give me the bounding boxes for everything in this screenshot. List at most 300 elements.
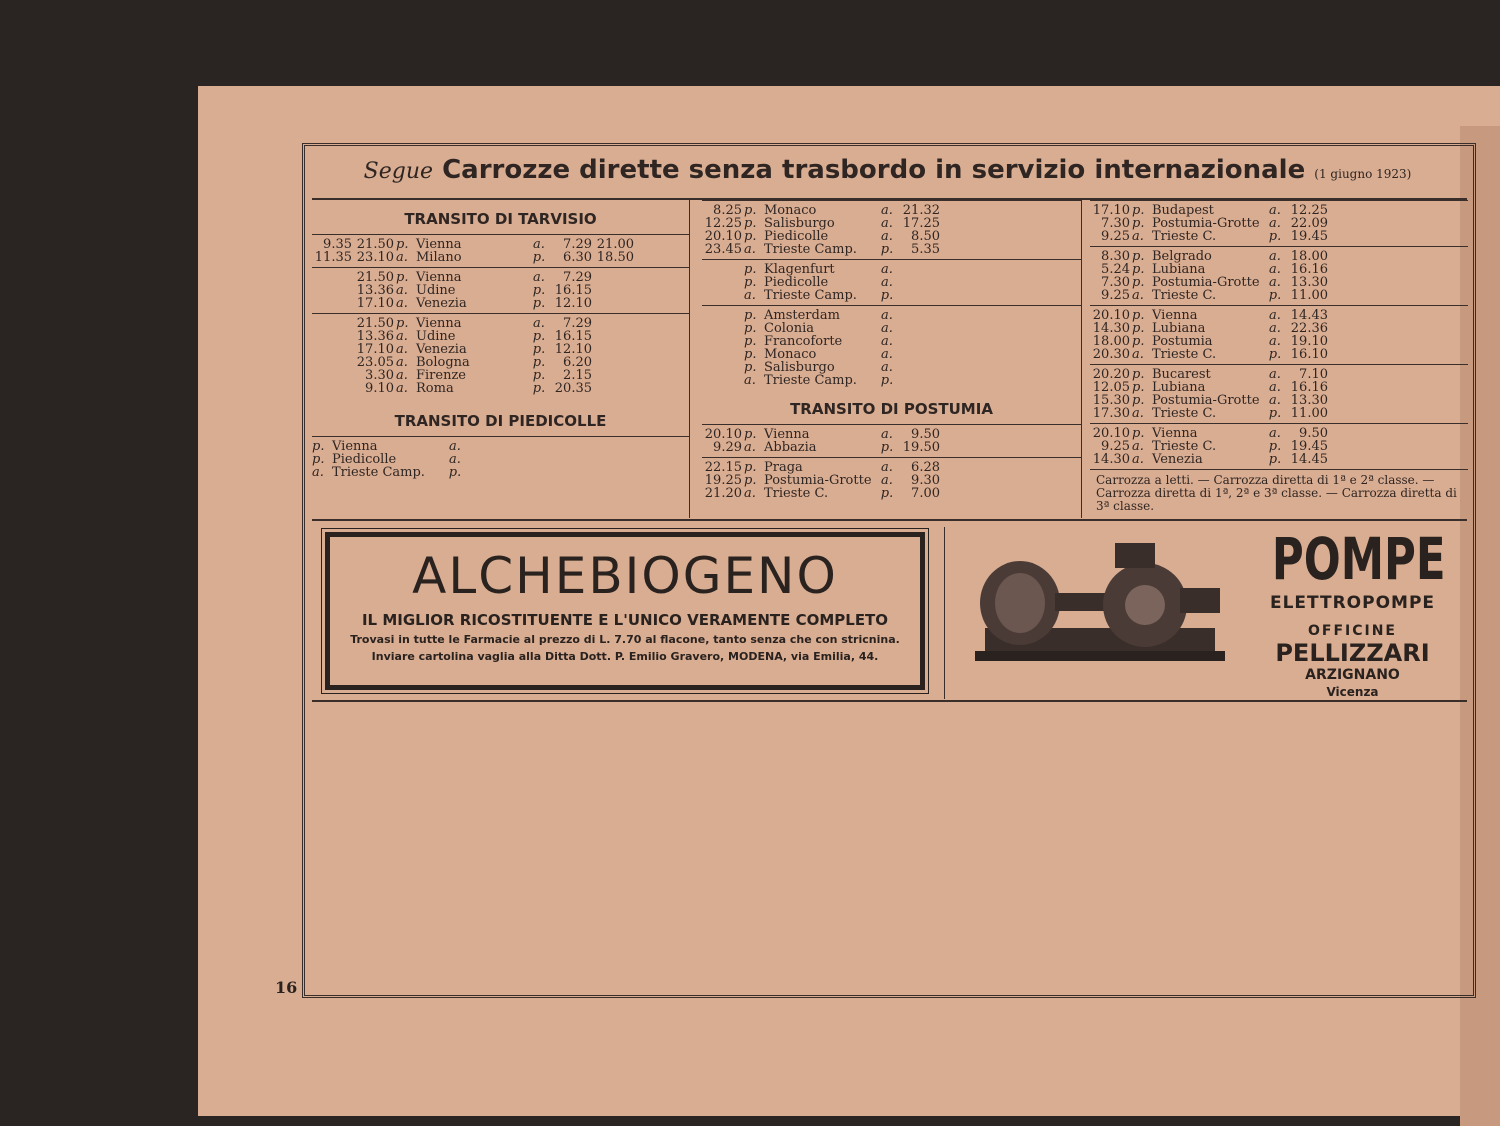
- cell-s: Postumia-Grotte: [1152, 393, 1260, 408]
- cell-t1: 20.20: [1092, 367, 1130, 382]
- cell-d: p.: [744, 216, 757, 231]
- cell-t2: [900, 289, 942, 302]
- cell-t1: 14.30: [1092, 452, 1130, 467]
- pump-illustration: [965, 533, 1230, 678]
- cell-e: p.: [1268, 406, 1282, 421]
- cell-t1: 12.05: [1092, 380, 1130, 395]
- cell-t4: [594, 271, 636, 284]
- ad-brand: ALCHEBIOGENO: [412, 547, 838, 605]
- timetable-row: [702, 487, 1081, 500]
- cell-e: p.: [880, 288, 894, 303]
- cell-s: Bucarest: [1152, 367, 1211, 382]
- cell-e: a.: [881, 460, 893, 475]
- cell-t1: 17.10: [1092, 203, 1130, 218]
- cell-s: Piedicolle: [332, 452, 397, 467]
- cell-d: a.: [396, 250, 408, 265]
- cell-s: Vienna: [1152, 426, 1198, 441]
- cell-s: Udine: [416, 283, 456, 298]
- cell-d: p.: [744, 275, 757, 290]
- cell-d: a.: [1132, 347, 1144, 362]
- cell-s: Trieste Camp.: [764, 373, 857, 388]
- cell-t1: [702, 276, 744, 289]
- cell-s: Piedicolle: [764, 229, 829, 244]
- cell-t1: 7.30: [1101, 275, 1130, 290]
- cell-s: Trieste C.: [1152, 406, 1217, 421]
- timetable-block: [1090, 246, 1468, 305]
- cell-s: Praga: [764, 460, 803, 475]
- cell-s: Vienna: [416, 237, 462, 252]
- cell-s: Trieste C.: [1152, 229, 1217, 244]
- cell-d: a.: [1132, 229, 1144, 244]
- cell-d: p.: [744, 460, 757, 475]
- cell-e: a.: [1269, 367, 1281, 382]
- cell-t1: [312, 343, 354, 356]
- timetable-block: [702, 200, 1081, 259]
- cell-t2: 16.16: [1290, 262, 1328, 277]
- cell-t1: 14.30: [1092, 321, 1130, 336]
- cell-e: p.: [532, 283, 546, 298]
- postumia-blocks: [702, 424, 1081, 503]
- cell-t1: [312, 317, 354, 330]
- cell-e: p.: [1268, 347, 1282, 362]
- cell-d: p.: [1132, 367, 1145, 382]
- cell-t2: 19.50: [902, 440, 940, 455]
- cell-s: Klagenfurt: [764, 262, 835, 277]
- cell-d: a.: [396, 381, 408, 396]
- cell-d: p.: [1132, 426, 1145, 441]
- timetable-row: [1090, 289, 1468, 302]
- cell-t2: 7.10: [1299, 367, 1328, 382]
- piedicolle-block: [312, 436, 689, 482]
- cell-d: p.: [744, 229, 757, 244]
- cell-t1: 20.10: [1092, 308, 1130, 323]
- cell-t1: 8.30: [1101, 249, 1130, 264]
- timetable-block: [702, 305, 1081, 390]
- section-title-postumia: TRANSITO DI POSTUMIA: [790, 400, 993, 418]
- timetable-row: [702, 289, 1081, 302]
- cell-s: Salisburgo: [764, 216, 835, 231]
- cell-e: p.: [1268, 452, 1282, 467]
- cell-s: Colonia: [764, 321, 815, 336]
- cell-s: Trieste C.: [1152, 347, 1217, 362]
- timetable-block: [312, 436, 689, 482]
- cell-t4: 21.00: [596, 237, 634, 252]
- cell-t3: 6.30: [563, 250, 592, 265]
- cell-t3: 12.10: [554, 342, 592, 357]
- cell-t2: 9.50: [911, 427, 940, 442]
- cell-t1: 8.25: [713, 203, 742, 218]
- cell-t1: 5.24: [1101, 262, 1130, 277]
- cell-e: p.: [448, 465, 462, 480]
- cell-e: a.: [1269, 426, 1281, 441]
- cell-t2: 5.35: [911, 242, 940, 257]
- cell-t3: 16.15: [554, 283, 592, 298]
- timetable-block: [1090, 423, 1468, 469]
- cell-t2: 19.45: [1290, 229, 1328, 244]
- cell-t2: 21.50: [356, 270, 394, 285]
- ad-elettropompe: ELETTROPOMPE: [1269, 593, 1436, 613]
- cell-d: a.: [396, 329, 408, 344]
- cell-d: a.: [744, 288, 756, 303]
- cell-s: Firenze: [416, 368, 467, 383]
- cell-e: a.: [449, 439, 461, 454]
- cell-s: Trieste Camp.: [332, 465, 425, 480]
- cell-e: p.: [532, 296, 546, 311]
- cell-e: a.: [1269, 380, 1281, 395]
- cell-t2: 14.43: [1290, 308, 1328, 323]
- ad-company: PELLIZZARI: [1275, 639, 1430, 667]
- timetable-block: [1090, 200, 1468, 246]
- cell-t4: [594, 317, 636, 330]
- timetable-row: [1090, 348, 1468, 361]
- cell-e: a.: [1269, 249, 1281, 264]
- cell-s: Salisburgo: [764, 360, 835, 375]
- cell-s: Monaco: [764, 347, 817, 362]
- cell-e: a.: [881, 427, 893, 442]
- cell-d: p.: [396, 237, 409, 252]
- cell-t1: [702, 361, 744, 374]
- cell-e: a.: [1269, 216, 1281, 231]
- tarvisio-blocks: [312, 234, 689, 398]
- cell-t2: 21.50: [356, 316, 394, 331]
- cell-d: a.: [744, 373, 756, 388]
- cell-s: Monaco: [764, 203, 817, 218]
- cell-t1: [702, 309, 744, 322]
- cell-d: a.: [396, 342, 408, 357]
- cell-t2: 21.50: [356, 237, 394, 252]
- cell-d: a.: [744, 486, 756, 501]
- cell-t2: 21.32: [902, 203, 940, 218]
- cell-t1: [312, 330, 354, 343]
- cell-t1: [702, 374, 744, 387]
- cell-e: p.: [880, 440, 894, 455]
- legend-note: Carrozza a letti. — Carrozza diretta di 1ª e 2ª classe. — Carrozza diretta di 1ª, 2ª e 3ª classe. — Carrozza diretta di 3ª classe.: [1090, 469, 1468, 517]
- cell-t3: 12.10: [554, 296, 592, 311]
- cell-e: a.: [881, 347, 893, 362]
- cell-t2: 17.10: [356, 296, 394, 311]
- cell-e: a.: [533, 270, 545, 285]
- cell-t3: 16.15: [554, 329, 592, 344]
- cell-s: Roma: [416, 381, 454, 396]
- cell-t2: 3.30: [365, 368, 394, 383]
- timetable-row: [312, 297, 689, 310]
- column-monaco-postumia: [702, 200, 1082, 518]
- cell-t1: 20.10: [704, 229, 742, 244]
- cell-t1: [312, 369, 354, 382]
- cell-e: a.: [1269, 275, 1281, 290]
- cell-s: Lubiana: [1152, 380, 1206, 395]
- cell-t4: [594, 330, 636, 343]
- cell-e: a.: [449, 452, 461, 467]
- cell-t1: 20.30: [1092, 347, 1130, 362]
- cell-d: p.: [744, 334, 757, 349]
- timetable-row: [1090, 230, 1468, 243]
- cell-d: p.: [396, 316, 409, 331]
- cell-d: p.: [1132, 380, 1145, 395]
- ad-city: Vicenza: [1326, 685, 1379, 699]
- cell-e: a.: [533, 316, 545, 331]
- cell-t2: 13.36: [356, 283, 394, 298]
- timetable-row: [702, 243, 1081, 256]
- cell-t1: 22.15: [704, 460, 742, 475]
- cell-e: a.: [881, 321, 893, 336]
- cell-t2: [900, 263, 942, 276]
- cell-t4: [594, 382, 636, 395]
- timetable-block: [1090, 305, 1468, 364]
- cell-t3: 7.29: [563, 270, 592, 285]
- cell-s: Venezia: [416, 342, 467, 357]
- cell-t2: 13.36: [356, 329, 394, 344]
- cell-d: p.: [312, 452, 325, 467]
- cell-e: p.: [1268, 288, 1282, 303]
- cell-s: Postumia-Grotte: [1152, 216, 1260, 231]
- cell-s: Vienna: [416, 270, 462, 285]
- cell-t2: [900, 361, 942, 374]
- cell-s: Lubiana: [1152, 262, 1206, 277]
- cell-t2: 17.10: [356, 342, 394, 357]
- cell-t2: [900, 309, 942, 322]
- cell-t1: [312, 356, 354, 369]
- page-number: 16: [275, 978, 298, 997]
- cell-e: p.: [1268, 229, 1282, 244]
- cell-t1: [702, 348, 744, 361]
- cell-e: p.: [532, 368, 546, 383]
- timetable-row: [702, 441, 1081, 454]
- cell-s: Postumia: [1152, 334, 1213, 349]
- timetable-block: [702, 457, 1081, 503]
- cell-d: a.: [1132, 288, 1144, 303]
- cell-d: p.: [744, 360, 757, 375]
- ad-tagline: IL MIGLIOR RICOSTITUENTE E L'UNICO VERAMENTE COMPLETO: [361, 611, 889, 629]
- cell-t2: 7.00: [911, 486, 940, 501]
- cell-t1: 20.10: [704, 427, 742, 442]
- cell-d: p.: [744, 308, 757, 323]
- cell-t3: 6.20: [563, 355, 592, 370]
- cell-d: p.: [1132, 393, 1145, 408]
- cell-e: a.: [881, 473, 893, 488]
- cell-s: Piedicolle: [764, 275, 829, 290]
- cell-d: p.: [744, 203, 757, 218]
- cell-e: a.: [881, 216, 893, 231]
- cell-e: a.: [533, 237, 545, 252]
- cell-t2: 23.10: [356, 250, 394, 265]
- cell-e: p.: [532, 355, 546, 370]
- timetable-block: [1090, 364, 1468, 423]
- cell-t2: 19.45: [1290, 439, 1328, 454]
- cell-d: a.: [396, 355, 408, 370]
- ad-line-2: Inviare cartolina vaglia alla Ditta Dott. P. Emilio Gravero, MODENA, via Emilia, 44.: [371, 650, 879, 663]
- column-balkans: [1090, 200, 1468, 518]
- cell-t1: [702, 263, 744, 276]
- cell-d: p.: [744, 473, 757, 488]
- timetable-row: [1090, 453, 1468, 466]
- cell-t4: [594, 343, 636, 356]
- cell-t2: 13.30: [1290, 275, 1328, 290]
- title-segue: Segue: [363, 159, 434, 184]
- cell-t4: 18.50: [596, 250, 634, 265]
- cell-s: Vienna: [416, 316, 462, 331]
- cell-d: a.: [396, 368, 408, 383]
- cell-d: p.: [312, 439, 325, 454]
- cell-t2: 8.50: [911, 229, 940, 244]
- cell-t2: 22.36: [1290, 321, 1328, 336]
- cell-t2: 11.00: [1290, 406, 1328, 421]
- cell-d: p.: [396, 270, 409, 285]
- cell-t2: 6.28: [911, 460, 940, 475]
- section-title-tarvisio: TRANSITO DI TARVISIO: [404, 210, 597, 228]
- cell-t2: 9.50: [1299, 426, 1328, 441]
- cell-s: Venezia: [416, 296, 467, 311]
- cell-e: a.: [881, 229, 893, 244]
- cell-t4: [594, 369, 636, 382]
- cell-s: Postumia-Grotte: [764, 473, 872, 488]
- cell-t1: 9.25: [1101, 439, 1130, 454]
- cell-e: p.: [880, 373, 894, 388]
- cell-t1: 17.30: [1092, 406, 1130, 421]
- cell-t1: [702, 289, 744, 302]
- cell-t3: 2.15: [563, 368, 592, 383]
- cell-e: a.: [1269, 393, 1281, 408]
- cell-t1: [702, 322, 744, 335]
- cell-d: p.: [1132, 203, 1145, 218]
- cell-e: a.: [1269, 321, 1281, 336]
- timetable-row: [702, 374, 1081, 387]
- cell-t1: 15.30: [1092, 393, 1130, 408]
- cell-e: p.: [880, 242, 894, 257]
- cell-s: Trieste C.: [764, 486, 829, 501]
- cell-t4: [594, 284, 636, 297]
- timetable-row: [312, 382, 689, 395]
- ad-pompe: [955, 525, 1465, 700]
- ads-bottom-rule: [312, 700, 1467, 702]
- cell-e: p.: [532, 250, 546, 265]
- cell-d: a.: [1132, 406, 1144, 421]
- cell-s: Bologna: [416, 355, 470, 370]
- cell-t4: [594, 356, 636, 369]
- cell-s: Venezia: [1152, 452, 1203, 467]
- cell-d: p.: [1132, 275, 1145, 290]
- timetable-row: [312, 251, 689, 264]
- ad-divider: [944, 527, 945, 699]
- cell-d: a.: [396, 296, 408, 311]
- cell-t1: [312, 382, 354, 395]
- cell-t2: 19.10: [1290, 334, 1328, 349]
- cell-e: a.: [1269, 203, 1281, 218]
- cell-t1: 21.20: [704, 486, 742, 501]
- cell-t2: [900, 322, 942, 335]
- cell-e: p.: [1268, 439, 1282, 454]
- cell-t1: 18.00: [1092, 334, 1130, 349]
- cell-t2: 23.05: [356, 355, 394, 370]
- cell-t2: 14.45: [1290, 452, 1328, 467]
- cell-t1: 9.25: [1101, 288, 1130, 303]
- ad-town: ARZIGNANO: [1305, 667, 1400, 683]
- cell-t1: 12.25: [704, 216, 742, 231]
- cell-e: p.: [880, 486, 894, 501]
- cell-d: a.: [1132, 439, 1144, 454]
- cell-t2: 9.30: [911, 473, 940, 488]
- cell-t2: 22.09: [1290, 216, 1328, 231]
- cell-e: a.: [1269, 334, 1281, 349]
- cell-t1: 11.35: [314, 250, 352, 265]
- cell-e: p.: [532, 381, 546, 396]
- cell-s: Trieste C.: [1152, 439, 1217, 454]
- cell-d: p.: [1132, 334, 1145, 349]
- cell-s: Budapest: [1152, 203, 1214, 218]
- cell-t1: [312, 271, 354, 284]
- cell-t2: 17.25: [902, 216, 940, 231]
- cell-s: Vienna: [1152, 308, 1198, 323]
- cell-d: p.: [1132, 321, 1145, 336]
- cell-s: Trieste Camp.: [764, 288, 857, 303]
- cell-t2: 16.16: [1290, 380, 1328, 395]
- cell-d: a.: [1132, 452, 1144, 467]
- cell-t1: [312, 297, 354, 310]
- timetable-block: [312, 234, 689, 267]
- cell-s: Trieste C.: [1152, 288, 1217, 303]
- cell-d: p.: [1132, 308, 1145, 323]
- page-title: [305, 155, 1470, 185]
- timetable-block: [312, 267, 689, 313]
- cell-t3: 7.29: [563, 237, 592, 252]
- title-date: (1 giugno 1923): [1314, 167, 1412, 181]
- ad-alchebiogeno: [325, 532, 925, 690]
- cell-d: p.: [744, 262, 757, 277]
- column-tarvisio-piedicolle: [312, 200, 690, 518]
- cell-e: a.: [881, 308, 893, 323]
- cell-s: Trieste Camp.: [764, 242, 857, 257]
- ad-officine: OFFICINE: [1307, 623, 1397, 639]
- cell-t2: [900, 335, 942, 348]
- cell-s: Milano: [416, 250, 462, 265]
- cell-t1: 20.10: [1092, 426, 1130, 441]
- cell-d: p.: [744, 347, 757, 362]
- section-title-piedicolle: TRANSITO DI PIEDICOLLE: [394, 412, 607, 430]
- cell-e: a.: [1269, 308, 1281, 323]
- cell-d: p.: [1132, 262, 1145, 277]
- cell-t2: [900, 348, 942, 361]
- cell-e: a.: [1269, 262, 1281, 277]
- cell-d: p.: [1132, 249, 1145, 264]
- cell-t2: [900, 276, 942, 289]
- cell-s: Postumia-Grotte: [1152, 275, 1260, 290]
- cell-t1: 7.30: [1101, 216, 1130, 231]
- ad-line-1: Trovasi in tutte le Farmacie al prezzo di L. 7.70 al flacone, tanto senza che con stricnina.: [350, 633, 900, 646]
- cell-t1: [702, 335, 744, 348]
- cell-t2: 12.25: [1290, 203, 1328, 218]
- cell-s: Francoforte: [764, 334, 843, 349]
- title-text: Carrozze dirette senza trasbordo in servizio internazionale: [442, 155, 1306, 185]
- cell-s: Abbazia: [764, 440, 817, 455]
- cell-t4: [594, 297, 636, 310]
- ads-top-rule: [312, 519, 1467, 521]
- cell-s: Amsterdam: [764, 308, 840, 323]
- cell-d: a.: [396, 283, 408, 298]
- cell-s: Vienna: [764, 427, 810, 442]
- cell-t2: 11.00: [1290, 288, 1328, 303]
- cell-t1: [312, 284, 354, 297]
- cell-t1: 9.35: [323, 237, 352, 252]
- cell-t2: 13.30: [1290, 393, 1328, 408]
- ad-pompe-title: POMPE: [1271, 525, 1446, 593]
- cell-e: p.: [532, 342, 546, 357]
- cell-d: p.: [1132, 216, 1145, 231]
- cell-e: a.: [881, 334, 893, 349]
- cell-t2: [900, 374, 942, 387]
- cell-d: a.: [312, 465, 324, 480]
- timetable-block: [312, 313, 689, 398]
- cell-e: a.: [881, 262, 893, 277]
